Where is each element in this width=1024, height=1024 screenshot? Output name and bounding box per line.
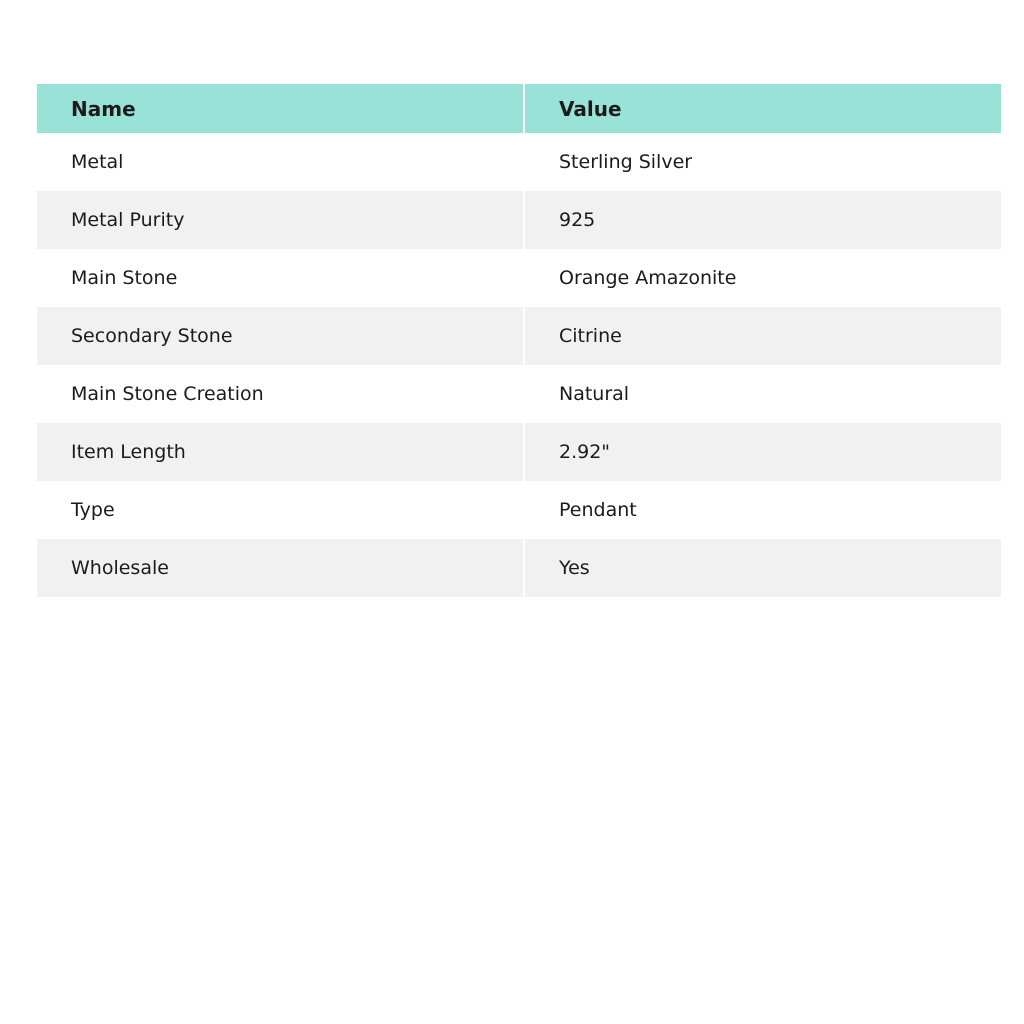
header-row bbox=[37, 84, 1001, 133]
table-row bbox=[37, 191, 1001, 249]
attribute-name-cell: Item Length bbox=[37, 423, 524, 481]
attribute-name-cell: Secondary Stone bbox=[37, 307, 524, 365]
table-row bbox=[37, 481, 1001, 539]
table-row bbox=[37, 133, 1001, 191]
spec-table-body bbox=[37, 133, 1001, 597]
table-row bbox=[37, 249, 1001, 307]
attribute-name-cell: Metal Purity bbox=[37, 191, 524, 249]
attribute-name-cell: Type bbox=[37, 481, 524, 539]
attribute-value-cell: Yes bbox=[524, 539, 1001, 597]
table-row bbox=[37, 423, 1001, 481]
attribute-value-cell: Citrine bbox=[524, 307, 1001, 365]
attribute-value-cell: 925 bbox=[524, 191, 1001, 249]
column-header-value: Value bbox=[524, 84, 1001, 133]
attribute-name-cell: Main Stone bbox=[37, 249, 524, 307]
attribute-value-cell: Pendant bbox=[524, 481, 1001, 539]
table-row bbox=[37, 365, 1001, 423]
attribute-value-cell: Orange Amazonite bbox=[524, 249, 1001, 307]
attribute-name-cell: Main Stone Creation bbox=[37, 365, 524, 423]
table-row bbox=[37, 539, 1001, 597]
attribute-value-cell: 2.92" bbox=[524, 423, 1001, 481]
product-spec-table bbox=[37, 84, 1001, 597]
attribute-name-cell: Metal bbox=[37, 133, 524, 191]
attribute-value-cell: Natural bbox=[524, 365, 1001, 423]
table-row bbox=[37, 307, 1001, 365]
attribute-value-cell: Sterling Silver bbox=[524, 133, 1001, 191]
attribute-name-cell: Wholesale bbox=[37, 539, 524, 597]
column-header-name: Name bbox=[37, 84, 524, 133]
